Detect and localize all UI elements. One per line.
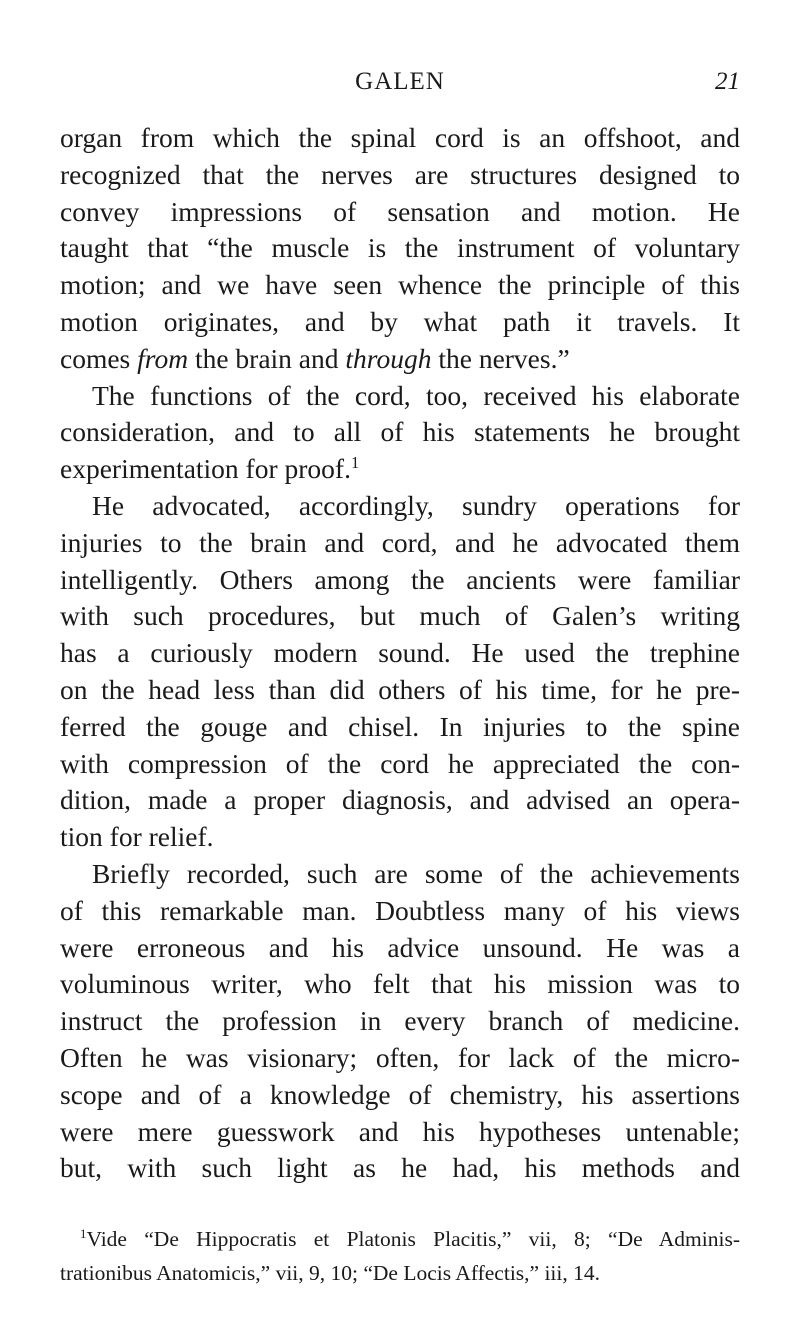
text-line: organ from which the spinal cord is an offshoot, and	[60, 122, 740, 153]
text-line: taught that “the muscle is the instrument of voluntary	[60, 232, 740, 264]
text-run: experimentation for proof.	[60, 453, 351, 485]
text-line: ferred the gouge and chisel. In injuries to the spine	[60, 710, 740, 742]
body-text	[60, 120, 740, 1187]
footnote-marker: 1	[80, 1226, 87, 1241]
footnote-text: Vide “De Hippocratis et Platonis Placitis,” vii, 8; “De Adminis-	[86, 1227, 740, 1251]
text-line: scope and of a knowledge of chemistry, his assertions	[60, 1078, 740, 1110]
text-line: on the head less than did others of his time, for he pre-	[60, 673, 740, 705]
italic-run: from	[137, 342, 189, 374]
text-run: the nerves.”	[431, 342, 570, 374]
text-line: He advocated, accordingly, sundry operations for	[92, 489, 740, 521]
footnotes	[60, 1222, 740, 1290]
text-line: consideration, and to all of his statements he brought	[60, 416, 740, 448]
text-line: The functions of the cord, too, received his elaborate	[92, 379, 740, 411]
running-title: GALEN	[355, 68, 445, 95]
italic-run: through	[345, 342, 432, 374]
text-line	[60, 341, 740, 378]
text-line: Briefly recorded, such are some of the achievements	[92, 857, 740, 889]
text-run: the brain and	[188, 342, 346, 374]
page-header	[60, 64, 740, 100]
text-run: comes	[60, 342, 138, 374]
text-line: but, with such light as he had, his methods and	[60, 1152, 740, 1184]
text-line: tion for relief.	[60, 821, 214, 853]
text-line: with compression of the cord he appreciated the con-	[60, 747, 740, 779]
footnote-line: trationibus Anatomicis,” vii, 9, 10; “De Locis Affectis,” iii, 14.	[60, 1261, 600, 1285]
text-line: were mere guesswork and his hypotheses untenable;	[60, 1115, 740, 1147]
text-line: voluminous writer, who felt that his mission was to	[60, 968, 740, 1000]
text-line: recognized that the nerves are structures designed to	[60, 158, 740, 190]
text-line: motion; and we have seen whence the principle of this	[60, 269, 740, 301]
text-line: instruct the profession in every branch of medicine.	[60, 1005, 740, 1037]
text-line: with such procedures, but much of Galen’s writing	[60, 600, 740, 632]
text-line: convey impressions of sensation and motion. He	[60, 195, 740, 227]
text-line: dition, made a proper diagnosis, and advised an opera-	[60, 784, 740, 816]
text-line: of this remarkable man. Doubtless many of his views	[60, 894, 740, 926]
footnote-reference: 1	[350, 453, 360, 473]
text-line: were erroneous and his advice unsound. He was a	[60, 931, 740, 963]
text-line: Often he was visionary; often, for lack of the micro-	[60, 1041, 740, 1073]
footnote-line	[60, 1222, 740, 1256]
text-line: injuries to the brain and cord, and he advocated them	[60, 526, 740, 558]
text-line: intelligently. Others among the ancients were familiar	[60, 563, 740, 595]
text-line: motion originates, and by what path it travels. It	[60, 305, 740, 337]
page-number: 21	[715, 68, 740, 95]
text-line: has a curiously modern sound. He used the trephine	[60, 637, 740, 669]
text-line	[60, 451, 740, 488]
